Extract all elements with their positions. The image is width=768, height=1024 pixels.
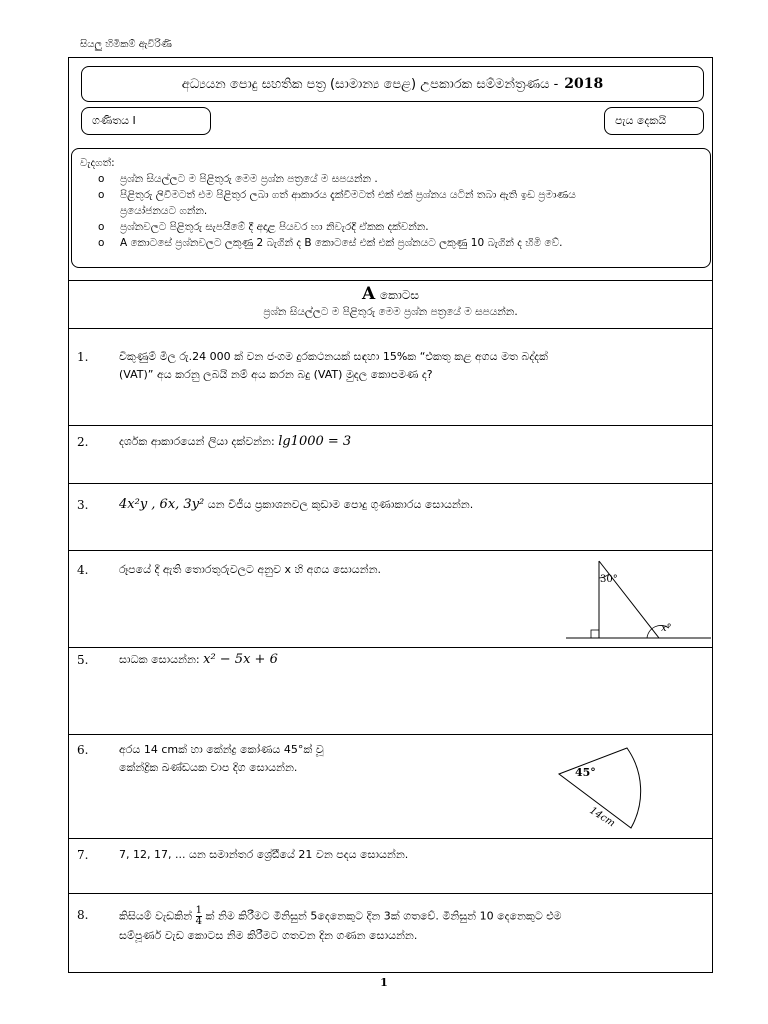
instructions-list <box>80 171 702 251</box>
divider <box>69 893 712 894</box>
divider <box>69 838 712 839</box>
question-number: 5. <box>77 653 89 667</box>
section-label: කොටස <box>379 288 420 302</box>
divider <box>69 550 712 551</box>
copyright-note: සියලු හිමිකම් ඇවිරිණි <box>80 39 172 50</box>
sector-angle-label: 45° <box>575 766 596 779</box>
sector-diagram <box>549 742 659 837</box>
question-text: අරය 14 cmක් හා කේන්ද්‍ර කෝණය 45°ක් වූ <box>119 743 324 756</box>
fraction: $\frac{1}{4}$ <box>195 905 203 927</box>
instructions-heading: වැදගත්: <box>80 157 115 169</box>
question-number: 3. <box>77 498 89 512</box>
instruction-item-cont: ප්‍රයෝජනයට ගන්න. <box>120 205 208 217</box>
exam-title: අධ්‍යයන පොදු සහතික පත්‍ර (සාමාන්‍ය පෙළ) උපකාරක සම්මන්ත්‍රණය - <box>181 76 559 92</box>
section-a-header <box>69 284 712 319</box>
subject-box <box>81 107 211 135</box>
divider <box>69 328 712 329</box>
section-letter: A <box>361 284 376 304</box>
question-text: ක් නිම කිරීමට මිනිසුන් 5දෙනෙකුට දින 3ක් ගතවේ. මිනිසුන් 10 දෙනෙකුට එම <box>205 909 562 923</box>
question-text: 7, 12, 17, ... යන සමාන්තර ශ්‍රේඪියේ 21 වන පදය සොයන්න. <box>119 848 409 861</box>
instruction-item: o පිළිතුරු ලිවීමටත් එම පිළිතුර ලබා ගත් ආකාරය දැක්වීමටත් එක් එක් ප්‍රශ්නය යටින් තබා ඇති ඉඩ ප්‍රමාණය ප්‍රයෝජනයට ගන්න. <box>98 187 702 219</box>
question-text: සම්පූර්ණ වැඩ කොටස නිම කිරීමට ගතවන දින ගණන සොයන්න. <box>119 929 418 942</box>
exam-year: 2018 <box>564 76 604 92</box>
question-number: 7. <box>77 848 89 862</box>
instructions-box <box>71 148 711 268</box>
instruction-item: o ප්‍රශ්නවලට පිළිතුරු සැපයීමේ දී අදාළ පියවර හා නිවැරදි ඒකක දක්වන්න. <box>98 219 702 235</box>
divider <box>69 425 712 426</box>
x-angle-label: x° <box>661 623 672 634</box>
triangle-diagram <box>561 556 711 644</box>
question-text: කිසියම් වැඩකින් <box>119 909 193 923</box>
divider <box>69 647 712 648</box>
page-number: 1 <box>380 976 388 989</box>
question-text: විකුණුම් මිල රු.24 000 ක් වන ජංගම දුරකථනයක් සඳහා 15%ක “එකතු කළ අගය මත බද්දක් <box>119 350 548 363</box>
question-text: සාධක සොයන්න: <box>119 653 200 666</box>
question-number: 8. <box>77 908 89 922</box>
divider <box>69 280 712 281</box>
question-number: 1. <box>77 350 89 364</box>
question-number: 6. <box>77 743 89 757</box>
question-number: 4. <box>77 563 89 577</box>
sector-radius-label: 14cm <box>587 805 617 830</box>
instruction-item: o ප්‍රශ්න සියල්ලට ම පිළිතුරු මෙම ප්‍රශ්න පත්‍රයේ ම සපයන්න . <box>98 171 702 187</box>
question-text: රූපයේ දී ඇති තොරතුරුවලට අනුව x හි අගය සොයන්න. <box>119 563 382 576</box>
question-text: දර්ශක ආකාරයෙන් ලියා දක්වන්න: <box>119 435 275 448</box>
angle-label: 30° <box>600 574 618 585</box>
instruction-item: o A කොටසේ ප්‍රශ්නවලට ලකුණු 2 බැගින් ද B කොටසේ එක් එක් ප්‍රශ්නයට ලකුණු 10 බැගින් ද හිමි වේ. <box>98 235 702 251</box>
exam-title-box <box>81 66 704 102</box>
question-math: x² − 5x + 6 <box>203 652 278 667</box>
divider <box>69 734 712 735</box>
subject-name: ගණිතය I <box>92 114 136 127</box>
duration-box <box>604 107 704 135</box>
section-subtitle: ප්‍රශ්න සියල්ලට ම පිළිතුරු මෙම ප්‍රශ්න පත්‍රයේ ම සපයන්න. <box>263 306 518 318</box>
question-text: යන වීජීය ප්‍රකාශනවල කුඩාම පොදු ගුණාකාරය සොයන්න. <box>207 498 474 511</box>
question-math: 4x²y , 6x, 3y² <box>119 497 205 512</box>
question-number: 2. <box>77 435 89 449</box>
question-text: (VAT)” අය කරනු ලබයි නම් අය කරන බදු (VAT) මුදල කොපමණ ද? <box>119 368 433 381</box>
divider <box>69 483 712 484</box>
duration: පැය දෙකයි <box>615 114 667 127</box>
question-math: lg1000 = 3 <box>278 434 352 449</box>
question-text: කේන්ද්‍රික ඛණ්ඩයක චාප දිග සොයන්න. <box>119 761 298 774</box>
exam-page-frame <box>68 57 713 973</box>
